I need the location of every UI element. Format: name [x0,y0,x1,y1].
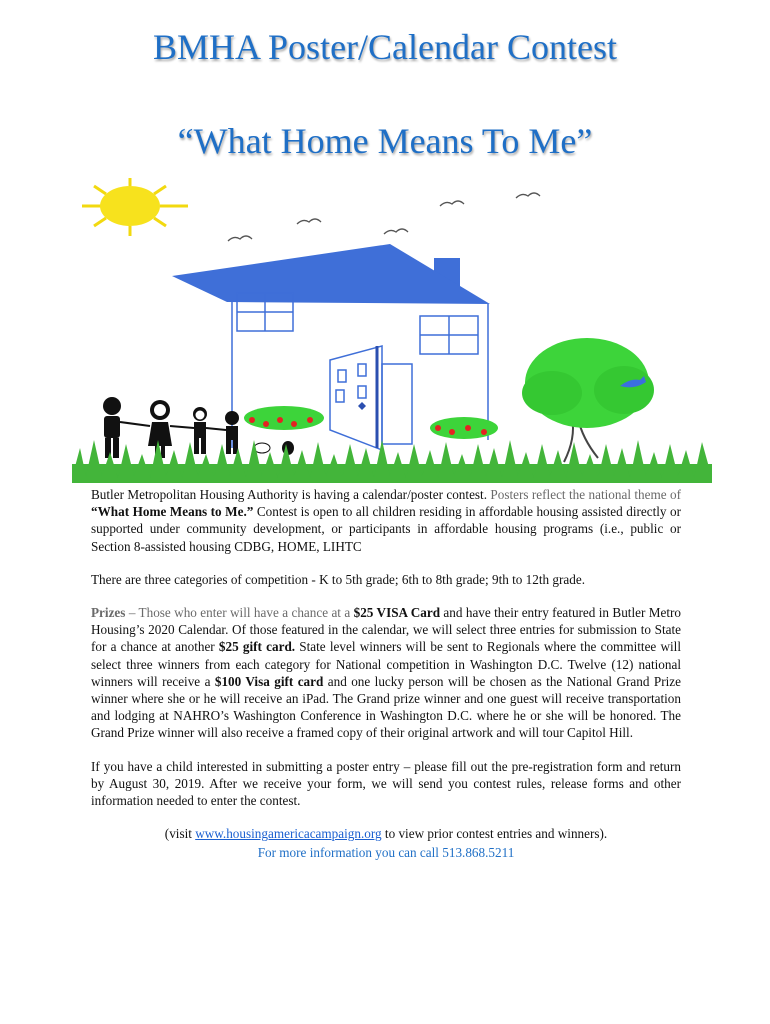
intro-text-b: Posters reflect the national theme of [487,487,681,502]
intro-paragraph [91,486,681,555]
prizes-paragraph [91,604,681,742]
prizes-text-c: State level winners will be sent to Regionals where the committee will select three winners from each category for National competition in Washington D.C. Twelve (12) national winners will receive a [91,639,681,689]
national-theme: “What Home Means to Me.” [91,504,254,520]
intro-text-a: Butler Metropolitan Housing Authority is having a calendar/poster contest. [91,487,488,502]
contest-theme-subtitle: “What Home Means To Me” [177,121,593,161]
sun-icon [82,178,188,236]
contact-line: For more information you can call 513.868.5211 [257,845,515,861]
flower-bushes-icon [244,406,498,439]
visit-suffix: to view prior contest entries and winners). [381,826,608,842]
visit-prefix: (visit [164,826,196,842]
visit-line [91,825,681,842]
prizes-text-b: and have their entry featured in Butler Metro Housing’s 2020 Calendar. Of those featured in the calendar, we will select three entries for submission to State for a chance at another [91,605,681,655]
tree-icon [522,338,654,462]
submission-paragraph: If you have a child interested in submitting a poster entry – please fill out the pre-registration form and return by August 30, 2019. After we receive your form, we will send you contest rules, release forms and other information needed to enter the contest. [91,758,681,809]
document-body [91,486,681,878]
page-title: BMHA Poster/Calendar Contest [153,27,617,67]
prizes-text-d: and one lucky person will be chosen as the National Grand Prize winner where she or he will receive an iPad. The Grand prize winner and one guest will receive transportation and lodging at NAHRO’s Washington Conference in Washington D.C. where he or she will be honored. The Grand Prize winner will also receive a framed copy of their original artwork and will tour Capitol Hill. [91,673,681,741]
housing-america-link[interactable]: www.housingamericacampaign.org [195,826,382,842]
prizes-label: Prizes [91,605,126,621]
visa-card-100: $100 Visa gift card [214,673,324,689]
prizes-text-a: – Those who enter will have a chance at a [125,605,354,621]
intro-text-c: Contest is open to all children residing in affordable housing assisted directly or supported under community development, or participants in affordable housing programs (i.e., public or Section 8-assisted housing CDBG, HOME, LIHTC [91,504,682,554]
birds-icon [228,193,540,241]
house-icon [172,244,490,450]
visa-card-25: $25 VISA Card [353,605,441,621]
categories-paragraph: There are three categories of competition - K to 5th grade; 6th to 8th grade; 9th to 12th grade. [91,571,585,587]
gift-card-25: $25 gift card. [218,639,296,655]
house-family-illustration [72,178,712,483]
grass-icon [72,440,712,483]
